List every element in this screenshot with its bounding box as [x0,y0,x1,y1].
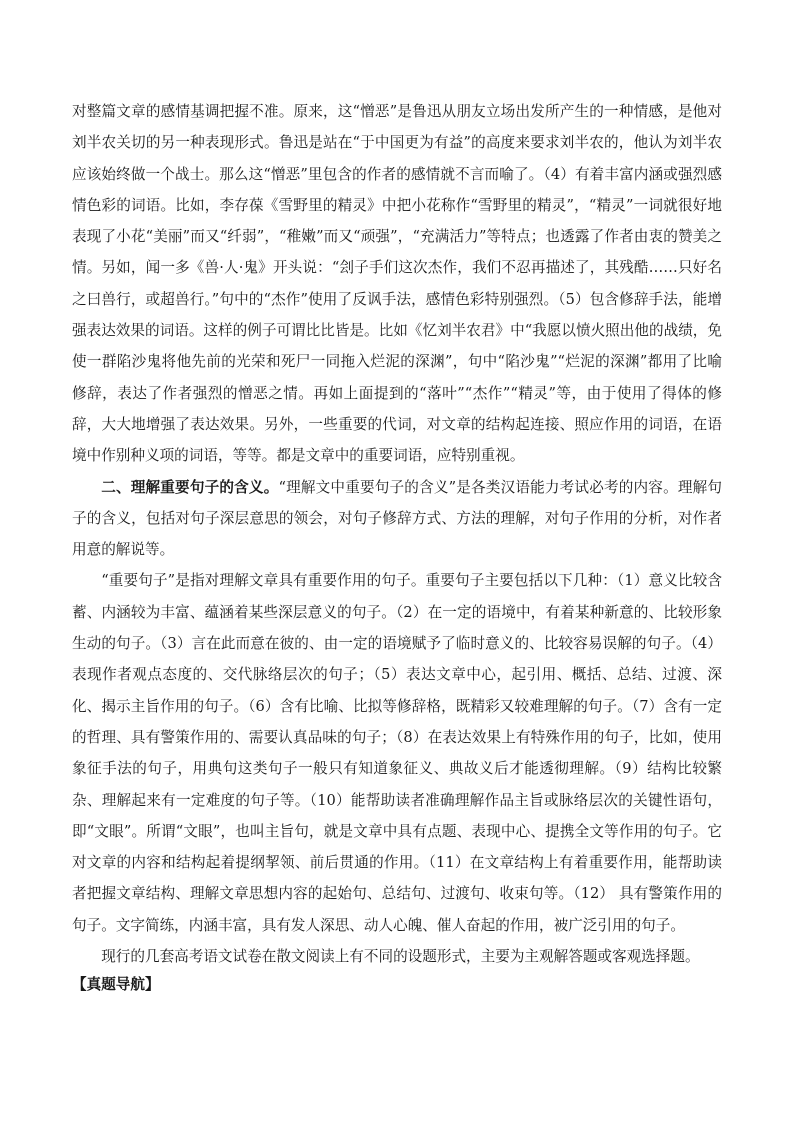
section-title-understand-sentences: 二、理解重要句子的含义。 [101,478,279,496]
paragraph-intro-text: “理解文中重要句子的含义”是各类汉语能力考试必考的内容。理解句子的含义，包括对句子深层意思的领会，对句子修辞方式、方法的理解，对句子作用的分析，对作者用意的解说等。 [72,478,722,559]
paragraph-important-sentences-types: “重要句子”是指对理解文章具有重要作用的句子。重要句子主要包括以下几种：（1）意义比较含蓄、内涵较为丰富、蕴涵着某些深层意义的句子。（2）在一定的语境中，有着某种新意的、比较形象生动的句子。（3）言在此而意在彼的、由一定的语境赋予了临时意义的、比较容易误解的句子。（4）表现作者观点态度的、交代脉络层次的句子；（5）表达文章中心，起引用、概括、总结、过渡、深化、揭示主旨作用的句子。（6）含有比喻、比拟等修辞格，既精彩又较难理解的句子。（7）含有一定的哲理、具有警策作用的、需要认真品味的句子；（8）在表达效果上有特殊作用的句子，比如，使用象征手法的句子，用典句这类句子一般只有知道象征义、典故义后才能透彻理解。（9）结构比较繁杂、理解起来有一定难度的句子等。（10）能帮助读者准确理解作品主旨或脉络层次的关键性语句，即“文眼”。所谓“文眼”，也叫主旨句，就是文章中具有点题、表现中心、提携全文等作用的句子。它对文章的内容和结构起着提纲挈领、前后贯通的作用。（11）在文章结构上有着重要作用，能帮助读者把握文章结构、理解文章思想内容的起始句、总结句、过渡句、收束句等。（12） 具有警策作用的句子。文字简练，内涵丰富，具有发人深思、动人心魄、催人奋起的作用，被广泛引用的句子。 [72,572,722,934]
section-heading-real-exam-guide: 【真题导航】 [72,976,160,994]
paragraph-key-words-continued: 对整篇文章的感情基调把握不准。原来，这“憎恶”是鲁迅从朋友立场出发所产生的一种情感，是他对刘半农关切的另一种表现形式。鲁迅是站在“于中国更为有益”的高度来要求刘半农的，他认为刘半农应该始终做一个战士。那么这“憎恶”里包含的作者的感情就不言而喻了。（4）有着丰富内涵或强烈感情色彩的词语。比如，李存葆《雪野里的精灵》中把小花称作“雪野里的精灵”，“精灵”一词就很好地表现了小花“美丽”而又“纤弱”，“稚嫩”而又“顽强”，“充满活力”等特点；也透露了作者由衷的赞美之情。另如，闻一多《兽·人·鬼》开头说：“刽子手们这次杰作，我们不忍再描述了，其残酷……只好名之曰兽行，或超兽行。”句中的“杰作”使用了反讽手法，感情色彩特别强烈。（5）包含修辞手法，能增强表达效果的词语。这样的例子可谓比比皆是。比如《忆刘半农君》中“我愿以愤火照出他的战绩，免使一群陷沙鬼将他先前的光荣和死尸一同拖入烂泥的深渊”，句中“陷沙鬼”“烂泥的深渊”都用了比喻修辞，表达了作者强烈的憎恶之情。再如上面提到的“落叶”“杰作”“精灵”等，由于使用了得体的修辞，大大地增强了表达效果。另外，一些重要的代词，对文章的结构起连接、照应作用的词语，在语境中作别种义项的词语，等等。都是文章中的重要词语，应特别重视。 [72,103,722,465]
paragraph-exam-formats: 现行的几套高考语文试卷在散文阅读上有不同的设题形式，主要为主观解答题或客观选择题。 [101,948,700,966]
document-page [72,96,722,998]
paragraph-important-sentences-intro [72,472,722,566]
